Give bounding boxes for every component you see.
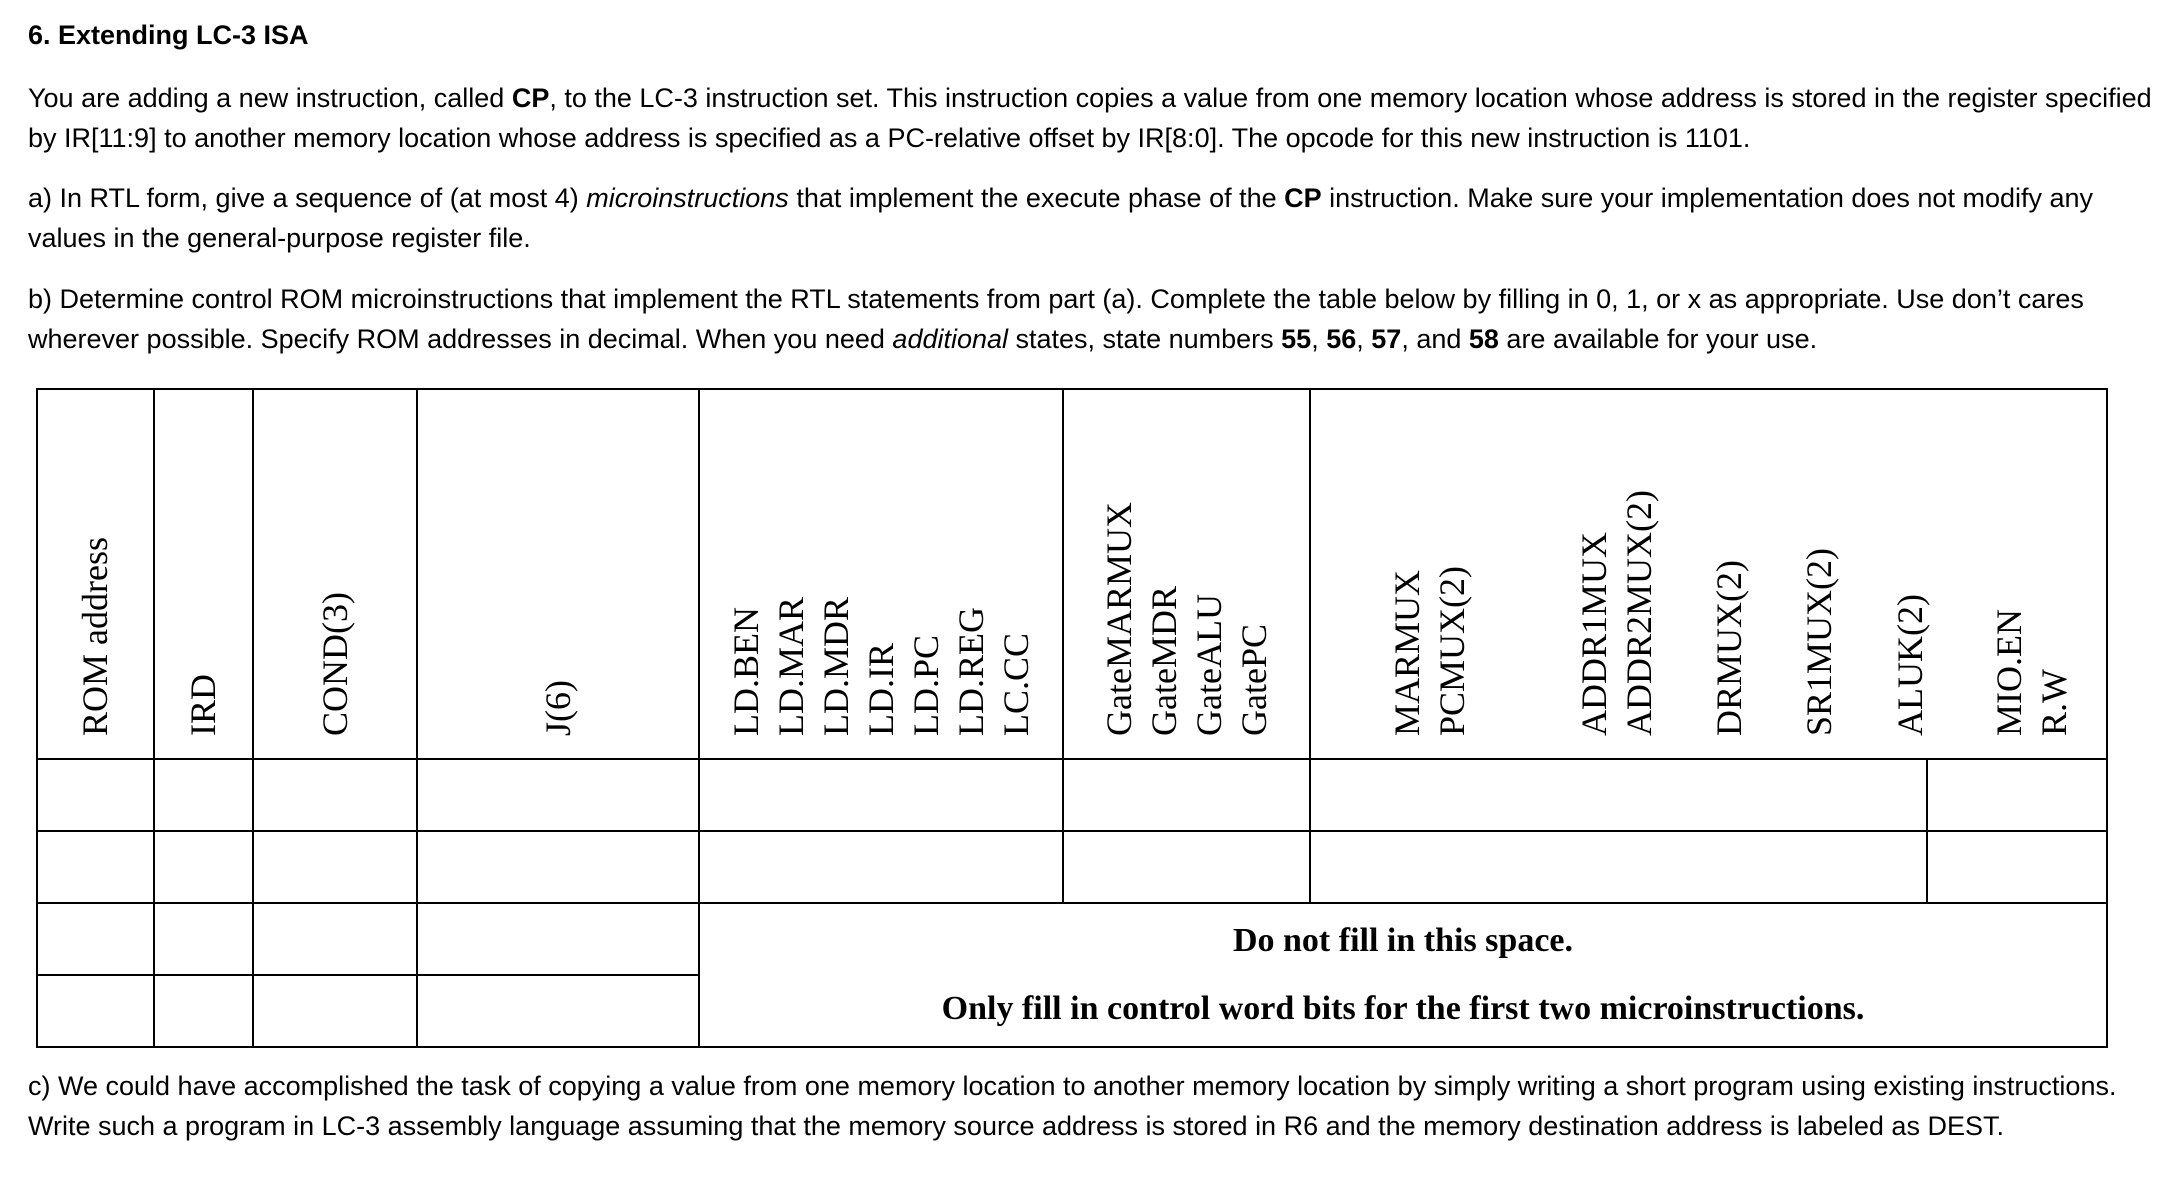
header-signal-label: LD.MDR [815, 596, 856, 736]
header-signal-label: PCMUX(2) [1432, 565, 1472, 736]
note-line-1: Do not fill in this space. [1232, 922, 1574, 959]
header-signal-label: MARMUX [1387, 569, 1427, 736]
cell-ld[interactable] [699, 831, 1063, 903]
cell-j[interactable] [417, 903, 699, 975]
cell-gate[interactable] [1063, 831, 1310, 903]
header-rom-address-label: ROM address [75, 537, 115, 736]
table-row [37, 903, 2107, 975]
cell-ird[interactable] [154, 975, 253, 1047]
cell-cond[interactable] [253, 903, 417, 975]
header-cond-label: COND(3) [314, 592, 355, 736]
header-signal-label: GateALU [1188, 594, 1229, 736]
table-row [37, 759, 2107, 831]
cell-j[interactable] [417, 831, 699, 903]
question-heading: 6. Extending LC-3 ISA [28, 20, 309, 50]
cell-mio[interactable] [1927, 759, 2107, 831]
header-gate-labels [1097, 502, 1277, 736]
header-signal-label: ADDR1MUX [1573, 531, 1614, 736]
cell-j[interactable] [417, 759, 699, 831]
header-mio-labels [1987, 609, 2077, 736]
cell-j[interactable] [417, 975, 699, 1047]
header-signal-label: GatePC [1233, 624, 1274, 736]
part-c-paragraph: c) We could have accomplished the task of copying a value from one memory location to another memory location by simply writing a short program using existing instructions. Write such a program in LC-3 assembly language assuming that the memory source address is stored in R6 and the memory destination address is labeled as DEST. [28, 1071, 2117, 1141]
header-signal-label: LD.IR [860, 643, 901, 736]
note-line-2: Only fill in control word bits for the first two microinstructions. [941, 990, 1865, 1027]
header-signal-label: LD.PC [905, 634, 946, 736]
header-signal-label: ADDR2MUX(2) [1618, 490, 1659, 736]
cell-rom-address[interactable] [37, 759, 154, 831]
header-signal-label: LD.BEN [725, 607, 766, 736]
header-marmux-labels [1385, 566, 1475, 736]
header-gate-signals [1063, 389, 1310, 759]
cell-ird[interactable] [154, 831, 253, 903]
cell-ird[interactable] [154, 759, 253, 831]
cell-mio[interactable] [1927, 831, 2107, 903]
header-signal-label: GateMARMUX [1098, 502, 1139, 736]
header-aluk-labels [1888, 594, 1933, 736]
cell-ird[interactable] [154, 903, 253, 975]
part-a-paragraph: a) In RTL form, give a sequence of (at most 4) microinstructions that implement the execute phase of the CP instruction. Make sure your implementation does not modify any values in the general-purpose register file. [28, 183, 2094, 253]
header-j [417, 389, 699, 759]
cell-mux[interactable] [1310, 831, 1927, 903]
part-b-paragraph: b) Determine control ROM microinstructions that implement the RTL statements from part (a). Complete the table below by filling in 0, 1, or x as appropriate. Use don’t cares wherever possible. Specify ROM addresses in decimal. When you need additional states, state numbers 55, 56, 57, and 58 are available for your use. [28, 284, 2084, 354]
cell-gate[interactable] [1063, 759, 1310, 831]
cell-ld[interactable] [699, 759, 1063, 831]
control-rom-table-wrapper [36, 388, 2108, 1048]
header-signal-label: LD.MAR [770, 596, 811, 736]
control-rom-table [36, 388, 2108, 1048]
cell-cond[interactable] [253, 975, 417, 1047]
header-signal-label: LC.CC [995, 632, 1036, 736]
header-signal-label: LD.REG [950, 607, 991, 736]
header-sr1mux-labels [1797, 548, 1842, 736]
do-not-fill-note [699, 903, 2107, 1047]
header-row [37, 389, 2107, 759]
cell-rom-address[interactable] [37, 975, 154, 1047]
header-addrmux-labels [1572, 490, 1662, 736]
header-signal-label: R.W [2033, 669, 2074, 736]
header-j-label: J(6) [537, 680, 578, 736]
cell-rom-address[interactable] [37, 831, 154, 903]
header-ird [154, 389, 253, 759]
header-rom-address [37, 389, 154, 759]
intro-paragraph: You are adding a new instruction, called CP, to the LC-3 instruction set. This instruction copies a value from one memory location whose address is stored in the register specified by IR[11:9] to another memory location whose address is specified as a PC-relative offset by IR[8:0]. The opcode for this new instruction is 1101. [28, 83, 2152, 153]
header-ld-signals [699, 389, 1063, 759]
cell-cond[interactable] [253, 831, 417, 903]
header-mux-group [1310, 389, 2107, 759]
header-ld-labels [724, 597, 1039, 736]
cell-rom-address[interactable] [37, 903, 154, 975]
header-cond [253, 389, 417, 759]
header-signal-label: DRMUX(2) [1708, 560, 1749, 736]
table-row [37, 831, 2107, 903]
header-signal-label: MIO.EN [1988, 609, 2029, 736]
header-signal-label: GateMDR [1143, 586, 1184, 736]
header-ird-label: IRD [183, 674, 223, 736]
header-drmux-labels [1707, 560, 1752, 736]
header-signal-label: SR1MUX(2) [1798, 547, 1839, 736]
header-signal-label: ALUK(2) [1890, 594, 1930, 736]
cell-mux[interactable] [1310, 759, 1927, 831]
cell-cond[interactable] [253, 759, 417, 831]
